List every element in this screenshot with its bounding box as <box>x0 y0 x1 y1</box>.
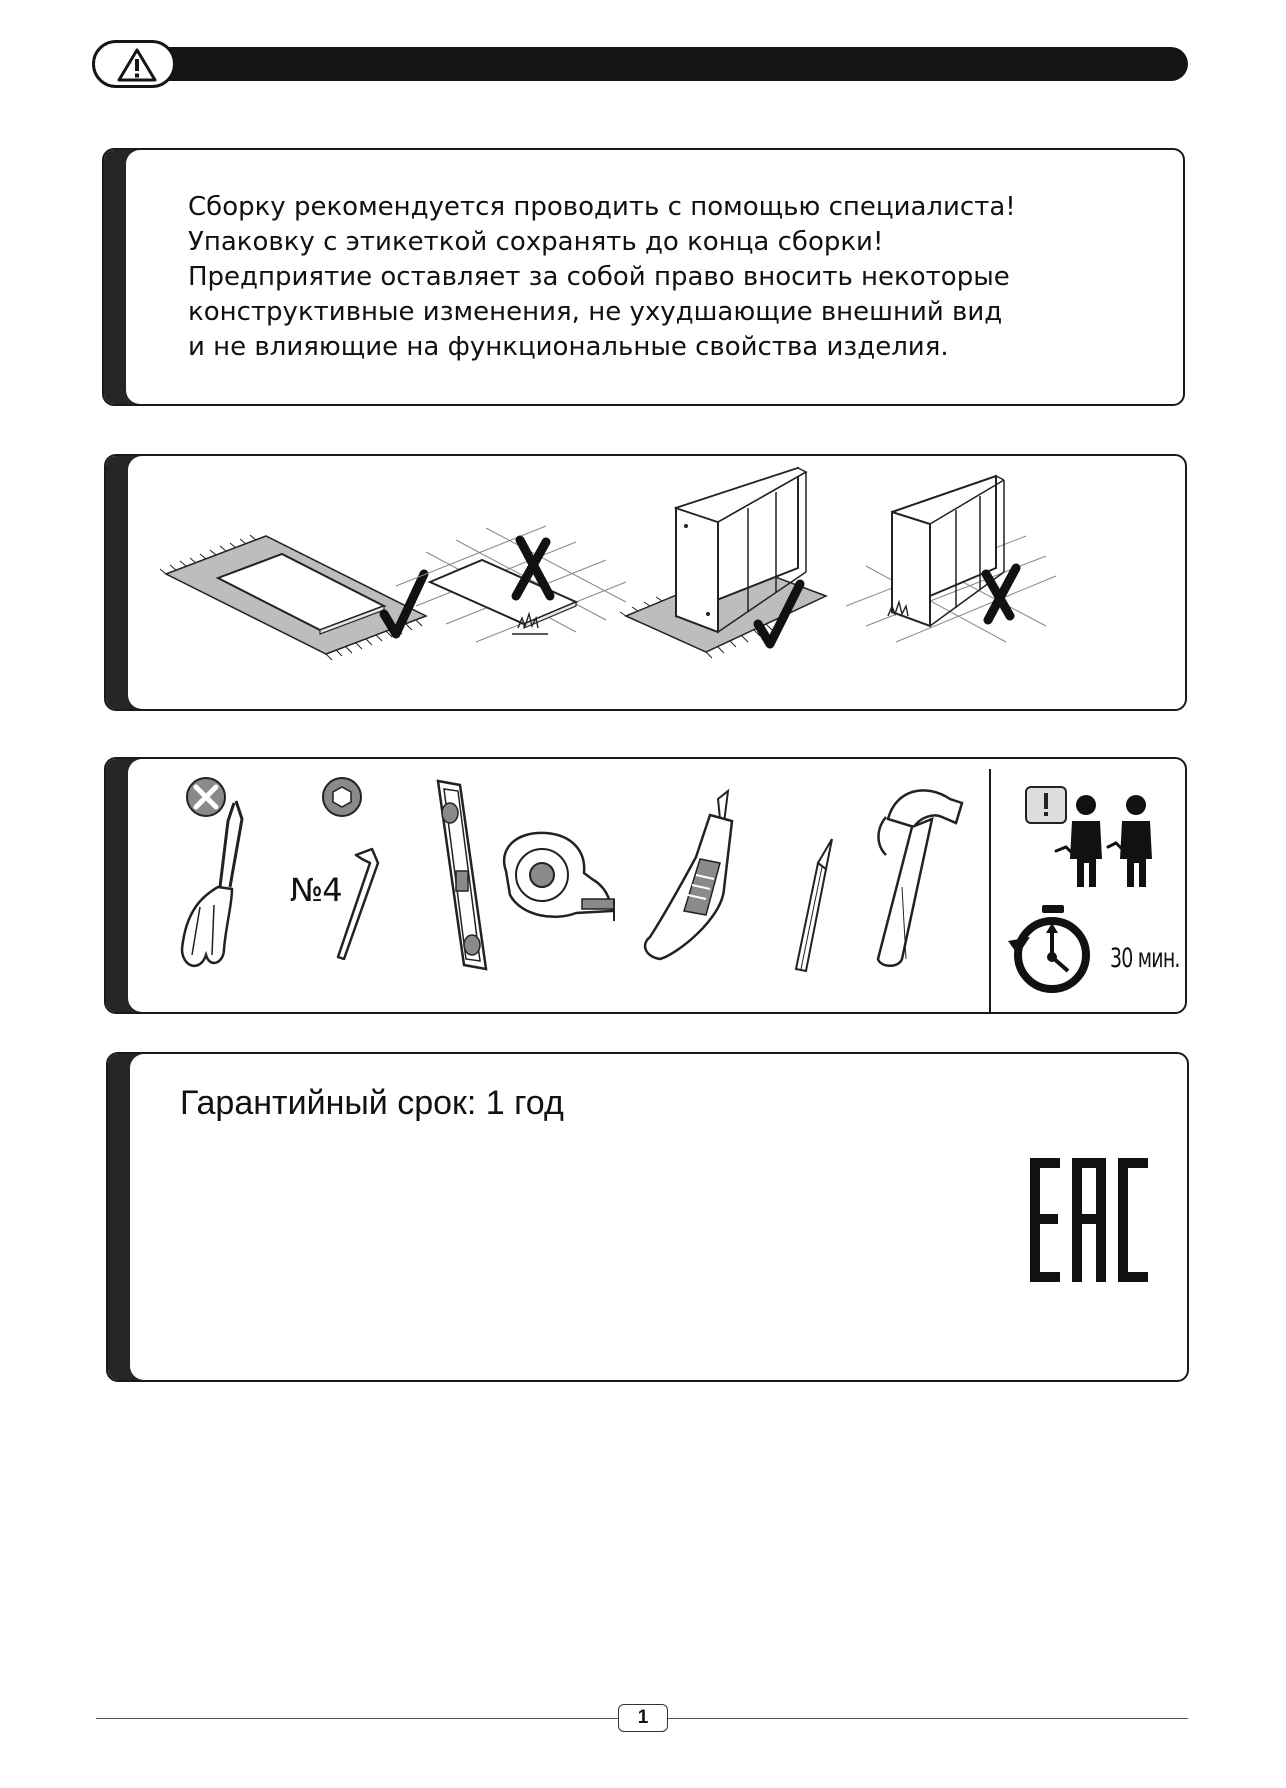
notice-line: конструктивные изменения, не ухудшающие внешний вид <box>188 297 1003 327</box>
notice-line: Предприятие оставляет за собой право вносить некоторые <box>188 262 1010 292</box>
tools-panel <box>104 757 1187 1014</box>
hex-key-size-label: №4 <box>290 871 342 909</box>
page-number: 1 <box>618 1704 668 1732</box>
warning-badge <box>92 40 176 88</box>
warning-header-bar <box>108 47 1188 81</box>
two-people-icon <box>1056 795 1152 887</box>
utility-knife-icon <box>645 791 732 959</box>
panel-on-floor-illustration <box>396 526 626 642</box>
eac-mark-logo <box>1028 1156 1150 1286</box>
panel-on-rug-illustration <box>160 535 426 660</box>
warning-triangle-icon <box>117 48 157 82</box>
notice-line: и не влияющие на функциональные свойства изделия. <box>188 332 949 362</box>
attention-box-icon <box>1026 787 1066 823</box>
panel-stripe <box>104 150 140 404</box>
notice-text <box>188 190 1088 365</box>
notice-panel <box>102 148 1185 406</box>
hammer-icon <box>878 790 962 965</box>
tape-measure-icon <box>504 833 614 921</box>
assembly-surface-panel <box>104 454 1187 711</box>
screwdriver-icon <box>182 778 242 966</box>
panel-stripe <box>108 1054 144 1380</box>
pencil-icon <box>796 839 832 971</box>
assembly-time-label: 30 мин. <box>1110 943 1180 974</box>
notice-line: Упаковку с этикеткой сохранять до конца сборки! <box>188 227 884 257</box>
stopwatch-icon <box>1008 905 1086 989</box>
notice-line: Сборку рекомендуется проводить с помощью специалиста! <box>188 192 1016 222</box>
hex-key-icon <box>323 778 378 959</box>
warranty-text: Гарантийный срок: 1 год <box>180 1084 564 1122</box>
cabinet-on-rug-illustration <box>620 468 826 658</box>
warranty-panel <box>106 1052 1189 1382</box>
cabinet-on-floor-illustration <box>846 476 1056 642</box>
spirit-level-icon <box>438 781 486 969</box>
